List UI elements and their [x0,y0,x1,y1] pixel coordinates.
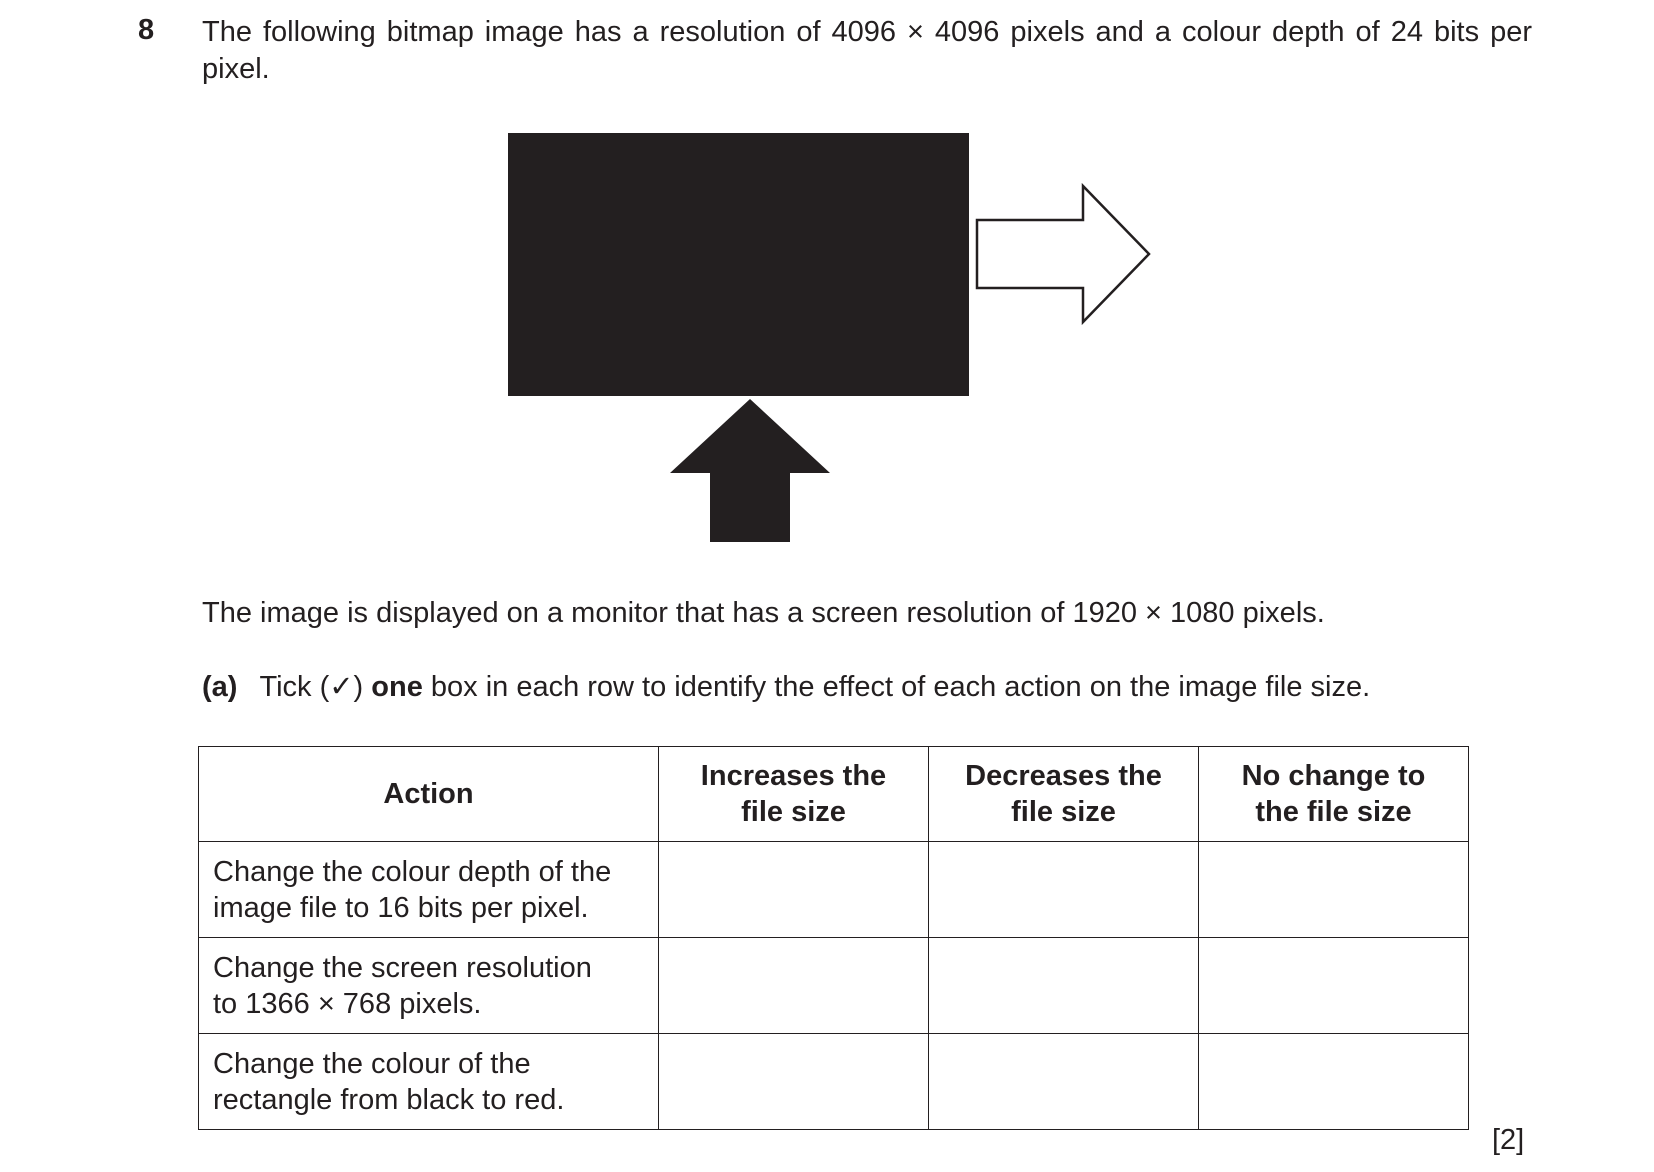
action-line2: image file to 16 bits per pixel. [213,891,589,924]
intro-line-1: The following bitmap image has a resolution of 4096 × 4096 pixels and a colour depth of 24 bits [202,16,1480,48]
part-a-instruction [202,669,1370,704]
header-decreases [929,747,1199,842]
display-resolution-text: The image is displayed on a monitor that has a screen resolution of 1920 × 1080 pixels. [202,597,1325,629]
action-line2: to 1366 × 768 pixels. [213,987,482,1020]
header-increases-line2: file size [741,796,846,828]
tick-box-increases[interactable] [659,842,929,938]
header-decreases-line1: Decreases the [965,760,1162,792]
instruction-pre: Tick (✓) [259,671,372,703]
header-increases [659,747,929,842]
header-increases-line1: Increases the [700,760,887,792]
header-no-change [1199,747,1469,842]
header-decreases-line2: file size [1011,796,1116,828]
header-action: Action [199,747,659,842]
header-row [199,747,1469,842]
table-row [199,842,1469,938]
action-cell [199,842,659,938]
tick-box-decreases[interactable] [929,1034,1199,1130]
action-cell [199,938,659,1034]
question-number: 8 [138,14,155,46]
tick-box-increases[interactable] [659,938,929,1034]
instruction-bold: one [371,671,423,703]
header-nochange-line1: No change to [1241,760,1426,792]
tick-box-increases[interactable] [659,1034,929,1130]
bitmap-image-figure [0,0,1654,560]
header-nochange-line2: the file size [1255,796,1412,828]
action-line1: Change the colour depth of the [213,855,612,888]
table-row [199,938,1469,1034]
tick-box-decreases[interactable] [929,938,1199,1034]
solid-up-arrow [670,399,830,542]
tick-box-no-change[interactable] [1199,842,1469,938]
instruction-post: box in each row to identify the effect of each action on the image file size. [422,671,1371,703]
table-row [199,1034,1469,1130]
tick-box-no-change[interactable] [1199,938,1469,1034]
action-line2: rectangle from black to red. [213,1083,565,1116]
action-line1: Change the screen resolution [213,951,592,984]
tick-box-decreases[interactable] [929,842,1199,938]
tick-box-no-change[interactable] [1199,1034,1469,1130]
part-label: (a) [202,671,238,703]
intro-line-2: per pixel. [202,16,1532,85]
marks-label: [2] [1492,1124,1525,1156]
action-cell [199,1034,659,1130]
action-line1: Change the colour of the [213,1047,531,1080]
black-rectangle [508,133,969,396]
outline-right-arrow [977,186,1149,322]
answer-table [198,746,1469,1130]
